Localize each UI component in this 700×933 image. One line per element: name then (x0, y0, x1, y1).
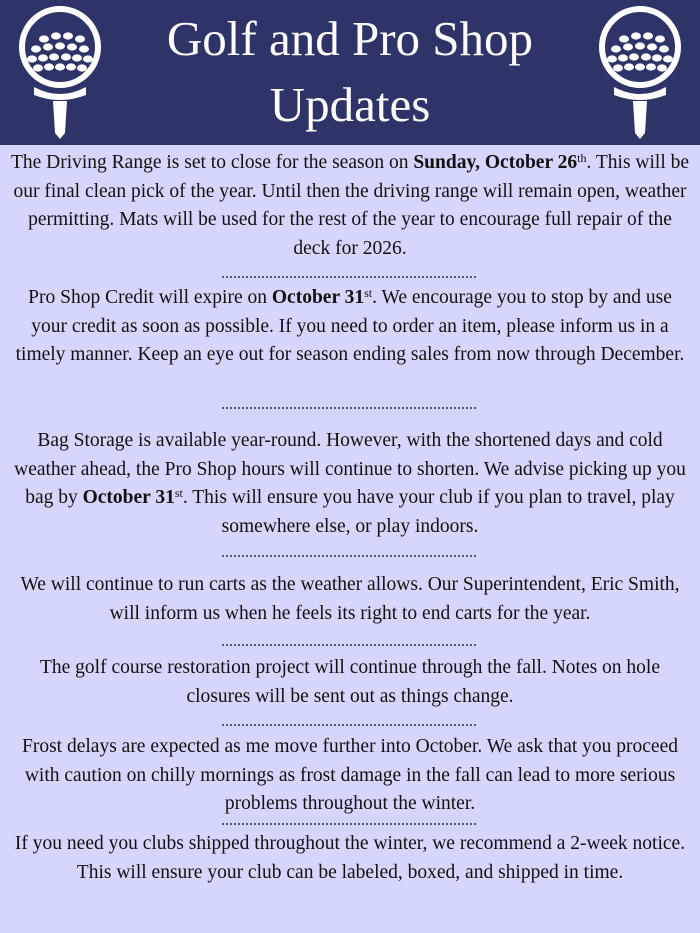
section-divider (222, 724, 476, 726)
title-line-2: Updates (269, 77, 431, 132)
bag-pickup-date: October 31 (82, 487, 175, 508)
section-divider (222, 555, 476, 557)
closing-date: Sunday, October 26 (413, 152, 578, 173)
update-shipping: If you need you clubs shipped throughout the winter, we recommend a 2-week notice. This will ensure your club can be labeled, boxed, and shipped in time. (14, 833, 686, 883)
update-driving-range: The Driving Range is set to close for the season on Sunday, October 26th. This will be our final clean pick of the year. Until then the driving range will remain open, weather permitting. Mats will be used for the rest of the year to encourage full repair of the deck for 2026. (10, 151, 690, 259)
title-line-1: Golf and Pro Shop (166, 11, 534, 66)
section-divider (222, 407, 476, 409)
golf-ball-on-tee-icon (594, 5, 686, 143)
section-divider (222, 823, 476, 825)
update-carts: We will continue to run carts as the weather allows. Our Superintendent, Eric Smith, will inform us when he feels its right to end carts for the year. (20, 574, 680, 624)
update-pro-shop-credit: Pro Shop Credit will expire on October 31st. We encourage you to stop by and use your credit as soon as possible. If you need to order an item, please inform us in a timely manner. Keep an eye out for season ending sales from now through December. (15, 286, 685, 365)
update-frost: Frost delays are expected as me move further into October. We ask that you proceed with caution on chilly mornings as frost damage in the fall can lead to more serious problems throughout the winter. (22, 736, 678, 814)
section-divider (222, 276, 476, 278)
update-restoration: The golf course restoration project will continue through the fall. Notes on hole closures will be sent out as things change. (39, 657, 661, 707)
page-title (110, 6, 590, 138)
update-bag-storage: Bag Storage is available year-round. However, with the shortened days and cold weather ahead, the Pro Shop hours will continue to shorten. We advise picking up you bag by October 31st. This will ensure you have your club if you plan to travel, play somewhere else, or play indoors. (14, 430, 686, 537)
header-banner (0, 0, 700, 145)
section-divider (222, 644, 476, 646)
credit-expiry-date: October 31 (271, 287, 365, 308)
golf-ball-on-tee-icon (14, 5, 106, 143)
